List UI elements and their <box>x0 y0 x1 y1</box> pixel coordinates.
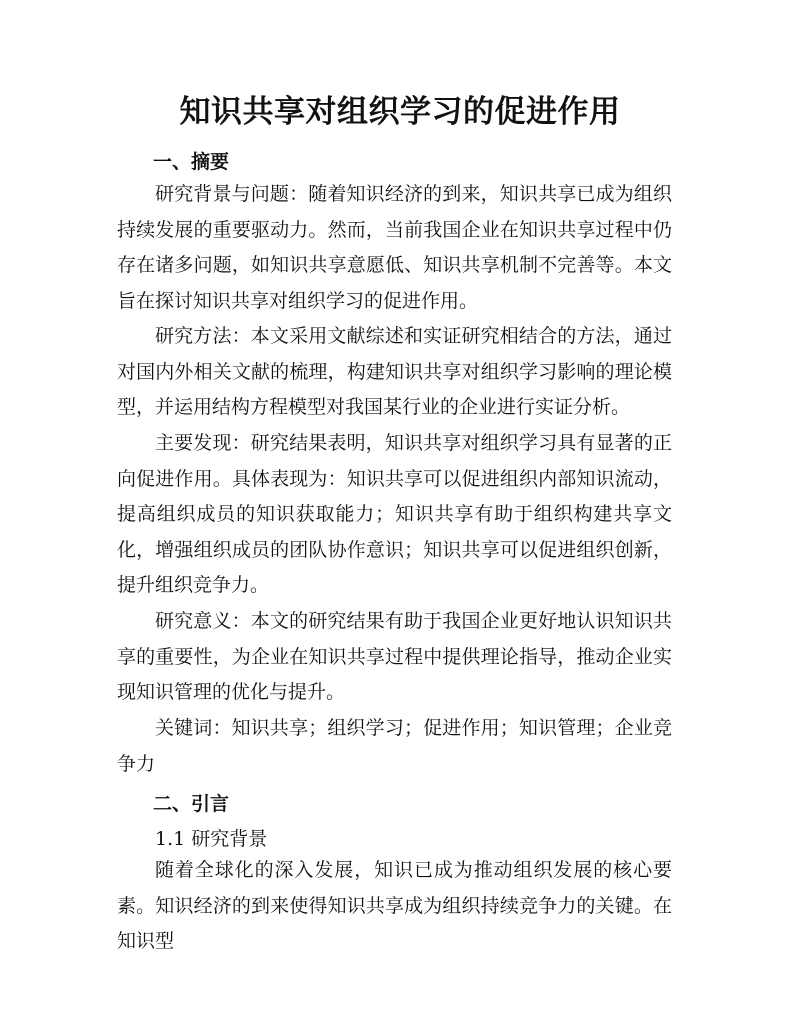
abstract-findings-paragraph: 主要发现：研究结果表明，知识共享对组织学习具有显著的正向促进作用。具体表现为：知识共享可以促进组织内部知识流动，提高组织成员的知识获取能力；知识共享有助于组织构建共享文化，增强组织成员的团队协作意识；知识共享可以促进组织创新，提升组织竞争力。 <box>117 432 672 597</box>
abstract-background-paragraph: 研究背景与问题：随着知识经济的到来，知识共享已成为组织持续发展的重要驱动力。然而，当前我国企业在知识共享过程中仍存在诸多问题，如知识共享意愿低、知识共享机制不完善等。本文旨在探讨知识共享对组织学习的促进作用。 <box>117 183 672 312</box>
section-heading-abstract: 一、摘要 <box>153 151 230 173</box>
keywords-paragraph: 关键词：知识共享；组织学习；促进作用；知识管理；企业竞争力 <box>117 717 672 775</box>
abstract-significance-paragraph: 研究意义：本文的研究结果有助于我国企业更好地认识知识共享的重要性，为企业在知识共享过程中提供理论指导，推动企业实现知识管理的优化与提升。 <box>117 610 672 704</box>
introduction-paragraph: 随着全球化的深入发展，知识已成为推动组织发展的核心要素。知识经济的到来使得知识共享成为组织持续竞争力的关键。在知识型 <box>117 859 672 953</box>
abstract-method-paragraph: 研究方法：本文采用文献综述和实证研究相结合的方法，通过对国内外相关文献的梳理，构建知识共享对组织学习影响的理论模型，并运用结构方程模型对我国某行业的企业进行实证分析。 <box>117 325 672 419</box>
section-heading-introduction: 二、引言 <box>153 793 230 815</box>
subsection-heading-research-background: 1.1 研究背景 <box>155 828 268 850</box>
document-title: 知识共享对组织学习的促进作用 <box>179 94 621 130</box>
